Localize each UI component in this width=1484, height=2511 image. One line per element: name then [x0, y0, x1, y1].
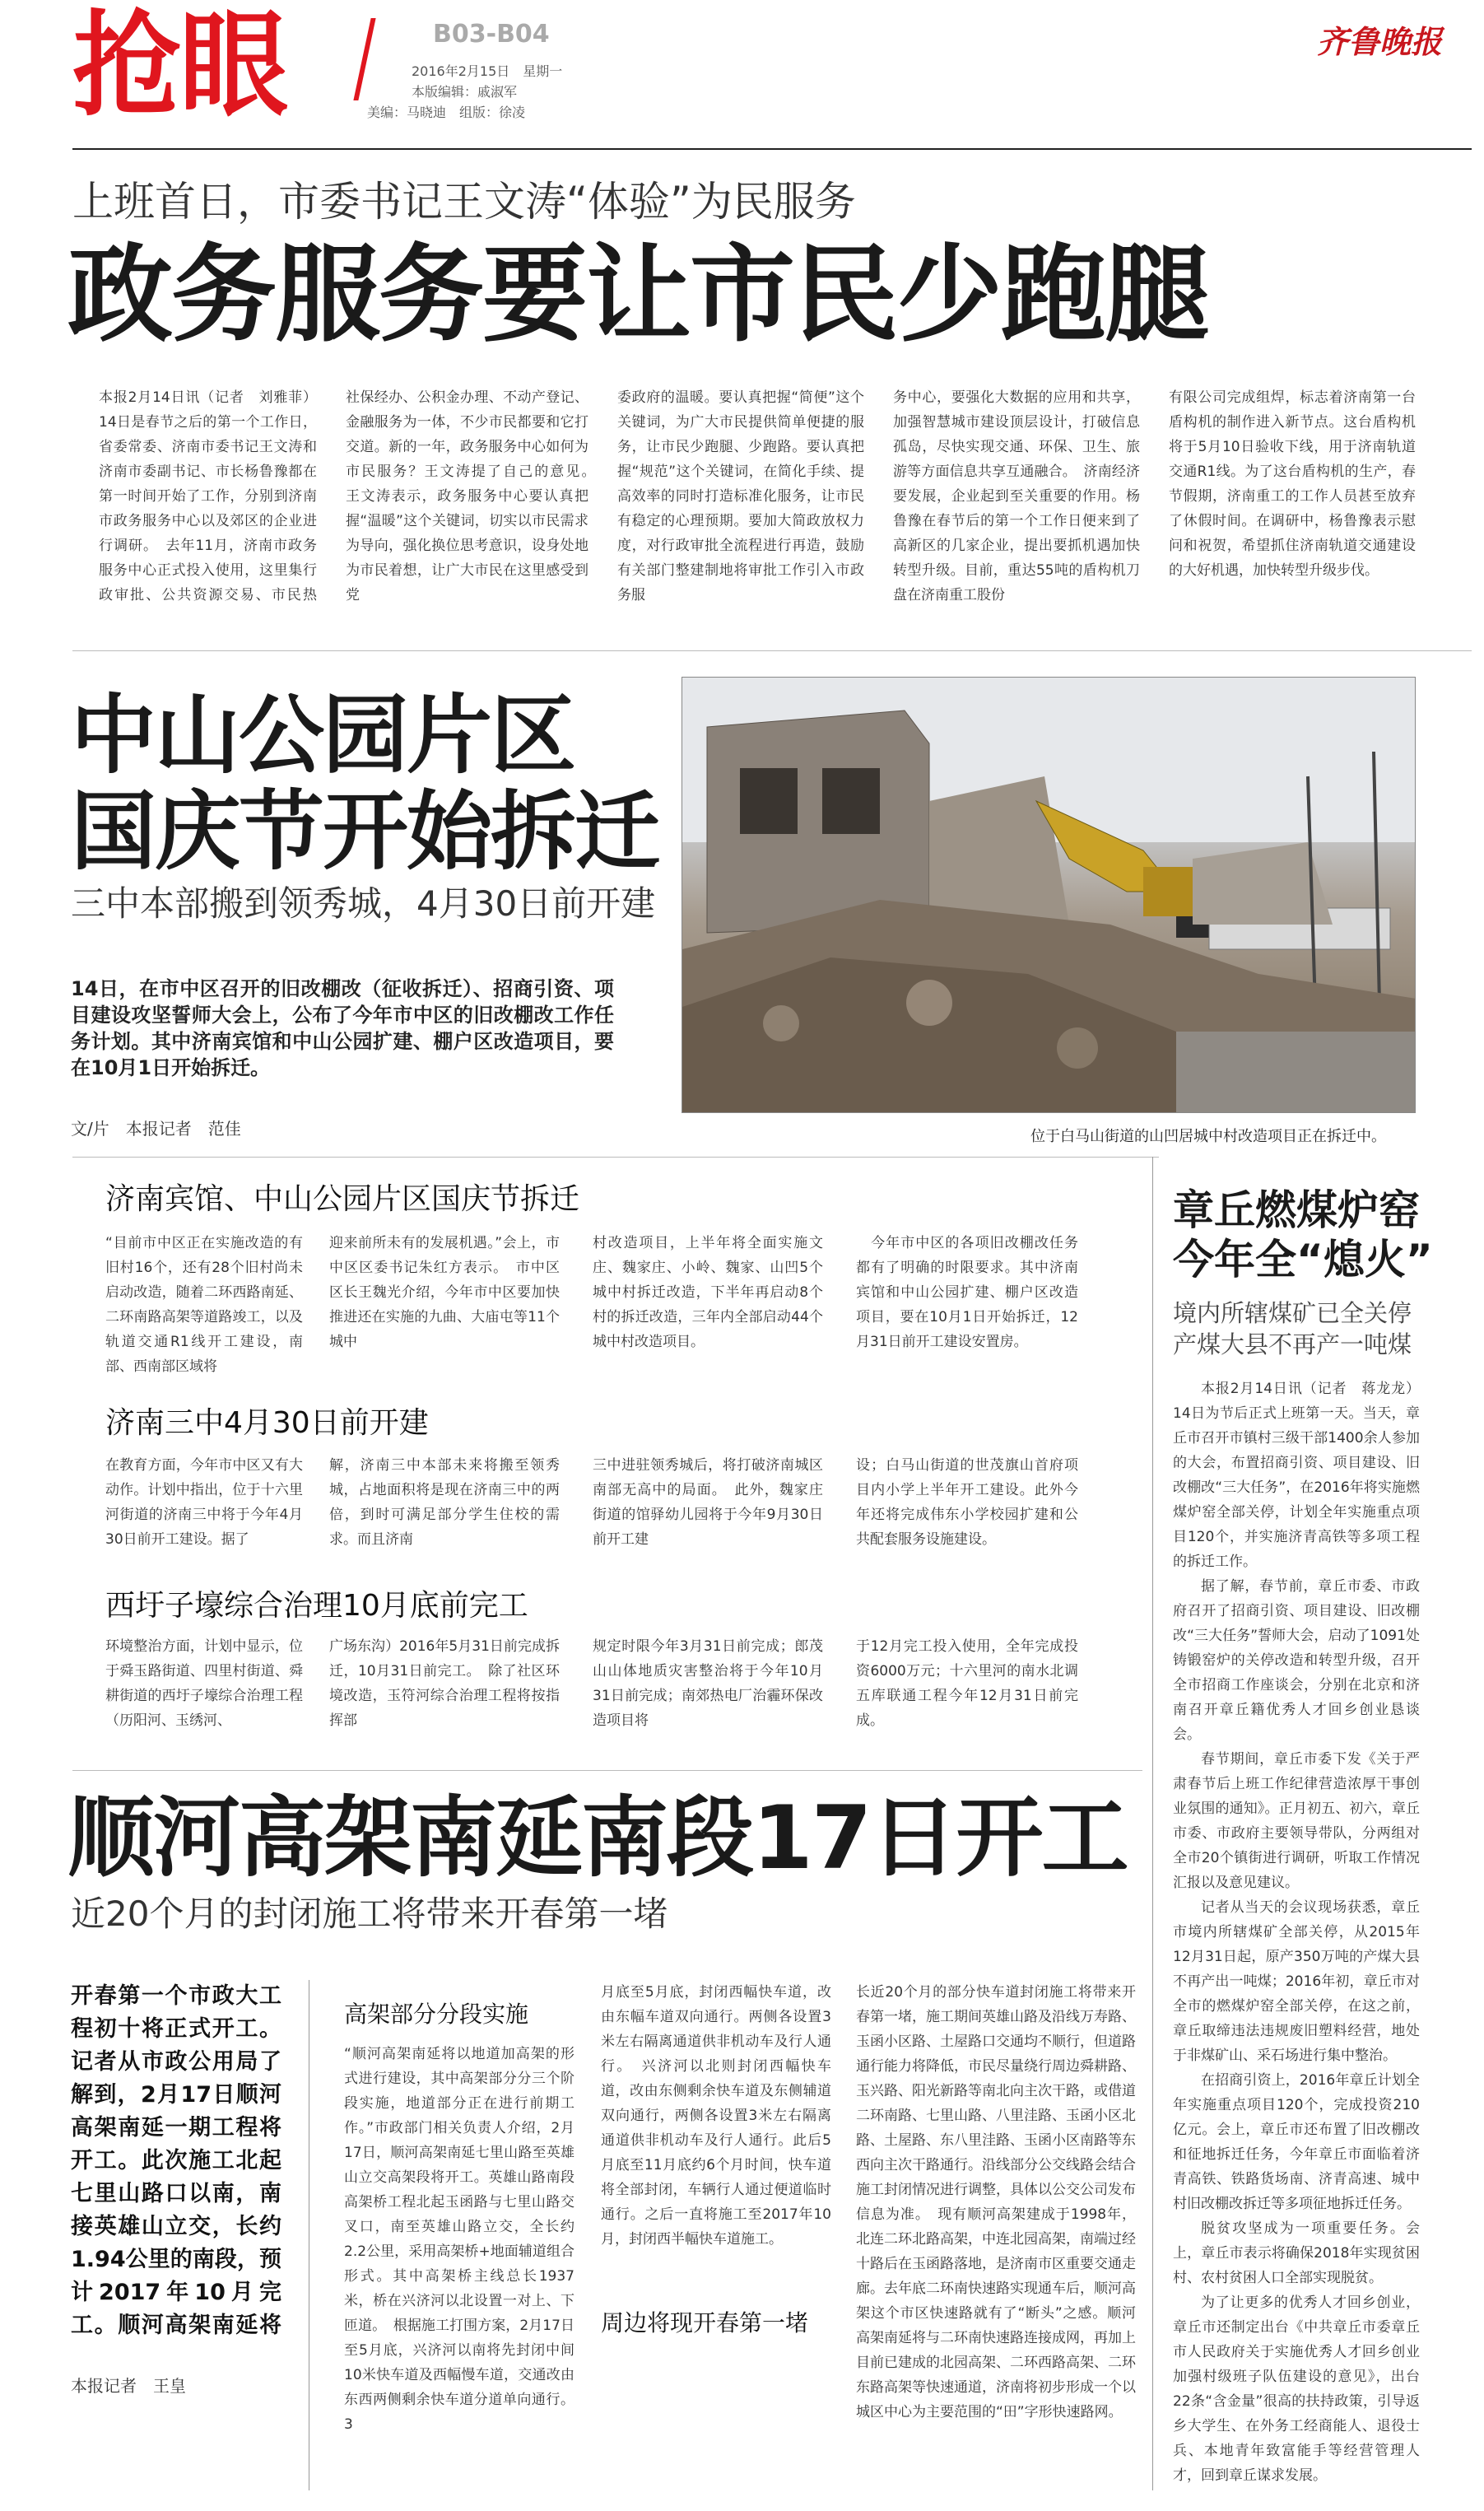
photo-caption: 位于白马山街道的山凹居城中村改造项目正在拆迁中。: [1030, 1128, 1386, 1145]
story2-mid-rule: [72, 1157, 1159, 1158]
sidebar-paragraph: 脱贫攻坚成为一项重要任务。会上，章丘市表示将确保2018年实现贫困村、农村贫困人口全部实现脱贫。: [1173, 2220, 1420, 2286]
page-editor: 本版编辑：戚淑军: [412, 84, 518, 100]
story2-deck: 三中本部搬到领秀城，4月30日前开建: [71, 883, 656, 924]
story1-kicker: 上班首日，市委书记王文涛“体验”为民服务: [72, 178, 856, 226]
sidebar-paragraph: 本报2月14日讯（记者 蒋龙龙）14日为节后正式上班第一天。当天，章丘市召开市镇村三级干部1400余人参加的大会，布置招商引资、项目建设、旧改棚改“三大任务”，在2016年将实施燃煤炉窑全部关停，计划全年实施重点项目120个，并实施济青高铁等多项工程的拆迁工作。: [1173, 1381, 1420, 1570]
story2-section1-col1: “目前市中区正在实施改造的有旧村16个，还有28个旧村尚未启动改造，随着二环西路南延、二环南路高架等道路竣工，以及轨道交通R1线开工建设，南部、西南部区域将: [105, 1235, 303, 1375]
story2-section2-col3: 三中进驻领秀城后，将打破济南城区南部无高中的局面。 此外，魏家庄街道的馆驿幼儿园将于今年9月30日前开工建: [593, 1457, 823, 1548]
story3-top-rule: [72, 1770, 1142, 1771]
story2-byline: 文/片 本报记者 范佳: [71, 1119, 241, 1139]
demolition-photo: [682, 677, 1416, 1113]
story1-column-4: 务中心，要强化大数据的应用和共享，加强智慧城市建设顶层设计，打破信息孤岛，尽快实现交通、环保、卫生、旅游等方面信息共享互通融合。 济南经济要发展，企业起到至关重要的作用。杨鲁豫在春节后的第一个工作日便来到了高新区的几家企业，提出要抓机遇加快转型升级。目前，重达55吨的盾构机刀盘在济南重工股份: [893, 389, 1140, 603]
sidebar-deck-line2: 产煤大县不再产一吨煤: [1173, 1330, 1412, 1358]
sidebar-divider: [1152, 1157, 1153, 2490]
story2-section2-col2: 解，济南三中本部未来将搬至领秀城，占地面积将是现在济南三中的两倍，到时可满足部分学生住校的需求。而且济南: [329, 1457, 560, 1548]
story2-section2-title: 济南三中4月30日前开建: [105, 1406, 429, 1440]
sidebar-headline-line2: 今年全“熄火”: [1173, 1236, 1433, 1283]
story2-section1-col3: 村改造项目，上半年将全面实施文庄、魏家庄、小岭、魏家、山凹5个城中村拆迁改造，下半年再启动8个村的拆迁改造，三年内全部启动44个城中村改造项目。: [593, 1235, 823, 1350]
story3-intro: 开春第一个市政大工程初十将正式开工。记者从市政公用局了解到，2月17日顺河高架南延一期工程将开工。此次施工北起七里山路口以南，南接英雄山立交，长约1.94公里的南段，预计2017年10月完工。顺河高架南延将: [71, 1983, 281, 2338]
story2-section2-col1: 在教育方面，今年市中区又有大动作。计划中指出，位于十六里河街道的济南三中将于今年4月30日前开工建设。据了: [105, 1457, 303, 1548]
story3-column-1: “顺河高架南延将以地道加高架的形式进行建设，其中高架部分分三个阶段实施，地道部分正在进行前期工作。”市政部门相关负责人介绍，2月17日，顺河高架南延七里山路至英雄山立交高架段将开工。英雄山路南段高架桥工程北起玉函路与七里山路交叉口，南至英雄山路立交，全长约2.2公里，采用高架桥+地面辅道组合形式。其中高架桥主线总长1937米，桥在兴济河以北设置一对上、下匝道。 根据施工打围方案，2月17日至5月底，兴济河以南将先封闭中间10米快车道及西幅慢车道，交通改由东西两侧剩余快车道分道单向通行。3: [344, 2046, 575, 2433]
story2-section3-col2: 广场东沟）2016年5月31日前完成拆迁，10月31日前完工。 除了社区环境改造，玉符河综合治理工程将按指挥部: [329, 1638, 560, 1729]
story3-byline: 本报记者 王皇: [71, 2376, 186, 2396]
sidebar-paragraph: 在招商引资上，2016年章丘计划全年实施重点项目120个，完成投资210亿元。会上，章丘市还布置了旧改棚改和征地拆迁任务，今年章丘市面临着济青高铁、铁路货场南、济青高速、城中村旧改棚改拆迁等多项征地拆迁任务。: [1173, 2072, 1420, 2212]
story2-section1-col2: 迎来前所未有的发展机遇。”会上，市中区区委书记朱红方表示。 市中区区长王魏光介绍，今年市中区要加快推进还在实施的九曲、大庙屯等11个城中: [329, 1235, 560, 1350]
sidebar-body: [1173, 1377, 1420, 2488]
story1-column-1: 本报2月14日讯（记者 刘雅菲）14日是春节之后的第一个工作日，省委常委、济南市委书记王文涛和济南市委副书记、市长杨鲁豫都在第一时间开始了工作，分别到济南市政务服务中心以及郊区的企业进行调研。 去年11月，济南市政务服务中心正式投入使用，这里集行政审批、公共资源交易、市民热: [99, 389, 317, 603]
demolition-photo-illustration: [682, 678, 1416, 1113]
story1-column-5: 有限公司完成组焊，标志着济南第一台盾构机的制作进入新节点。这台盾构机将于5月10日验收下线，用于济南轨道交通R1线。为了这台盾构机的生产，春节假期，济南重工的工作人员甚至放弃了休假时间。在调研中，杨鲁豫表示慰问和祝贺，希望抓住济南轨道交通建设的大好机遇，加快转型升级步伐。: [1169, 389, 1416, 579]
story2-section3-col1: 环境整治方面，计划中显示，位于舜玉路街道、四里村街道、舜耕街道的西圩子壕综合治理工程（历阳河、玉绣河、: [105, 1638, 303, 1729]
sidebar-deck-line1: 境内所辖煤矿已全关停: [1173, 1299, 1412, 1327]
story3-column-3: 长近20个月的部分快车道封闭施工将带来开春第一堵，施工期间英雄山路及沿线万寿路、玉函小区路、土屋路口交通均不顺行，但道路通行能力将降低，市民尽量绕行周边舜耕路、玉兴路、阳光新路等南北向主次干路，或借道二环南路、七里山路、八里洼路、玉函小区北路、土屋路、东八里洼路、玉函小区南路等东西向主次干路通行。沿线部分公交线路会结合施工封闭情况进行调整，具体以公交公司发布信息为准。 现有顺河高架建成于1998年，北连二环北路高架，中连北园高架，南端过经十路后在玉函路落地，是济南市区重要交通走廊。去年底二环南快速路实现通车后，顺河高架这个市区快速路就有了“断头”之感。顺河高架南延将与二环南快速路连接成网，再加上目前已建成的北园高架、二环西路高架、二环东路高架等快速通道，济南将初步形成一个以城区中心为主要范围的“田”字形快速路网。: [856, 1984, 1136, 2420]
story3-column-2: 月底至5月底，封闭西幅快车道，改由东幅车道双向通行。两侧各设置3米左右隔离通道供非机动车及行人通行。 兴济河以北则封闭西幅快车道，改由东侧剩余快车道及东侧辅道双向通行，两侧各设置3米左右隔离通道供非机动车及行人通行。此后5月底至11月底约6个月时间，快车道将全部封闭，车辆行人通过便道临时通行。之后一直将施工至2017年10月，封闭西半幅快车道施工。: [601, 1984, 831, 2248]
sidebar-paragraph: 记者从当天的会议现场获悉，章丘市境内所辖煤矿全部关停，从2015年12月31日起，原产350万吨的产煤大县不再产出一吨煤；2016年初，章丘市对全市的燃煤炉窑全部关停，在这之前，章丘取缔违法违规废旧塑料经营，地处于非煤矿山、采石场进行集中整治。: [1173, 1899, 1420, 2064]
story2-section2-col4: 设；白马山街道的世茂旗山首府项目内小学上半年开工建设。此外今年还将完成伟东小学校园扩建和公共配套服务设施建设。: [856, 1457, 1078, 1548]
newspaper-brand-logo: 齐鲁晚报: [1317, 23, 1443, 60]
story2-section3-col3: 规定时限今年3月31日前完成；郎茂山山体地质灾害整治将于今年10月31日前完成；南郊热电厂治霾环保改造项目将: [593, 1638, 823, 1729]
story3-section-b-title: 周边将现开春第一堵: [601, 2309, 809, 2336]
masthead-logo: 抢眼: [72, 0, 286, 133]
story3-headline: 顺河高架南延南段17日开工: [67, 1787, 1128, 1889]
story1-bottom-rule: [72, 650, 1472, 651]
story2-section3-col4: 于12月完工投入使用，全年完成投资6000万元；十六里河的南水北调五库联通工程今年12月31日前完成。: [856, 1638, 1078, 1729]
story2-section3-title: 西圩子壕综合治理10月底前完工: [105, 1589, 528, 1623]
masthead-divider: [353, 18, 375, 100]
story2-headline-line1: 中山公园片区: [71, 685, 575, 785]
story1-column-3: 委政府的温暖。要认真把握“简便”这个关键词，为广大市民提供简单便捷的服务，让市民少跑腿、少跑路。要认真把握“规范”这个关键词，在简化手续、提高效率的同时打造标准化服务，让市民有稳定的心理预期。要加大简政放权力度，对行政审批全流程进行再造，鼓励有关部门整建制地将审批工作引入市政务服: [617, 389, 864, 603]
story2-section1-title: 济南宾馆、中山公园片区国庆节拆迁: [105, 1182, 580, 1216]
sidebar-paragraph: 为了让更多的优秀人才回乡创业，章丘市还制定出台《中共章丘市委章丘市人民政府关于实施优秀人才回乡创业加强村级班子队伍建设的意见》，出台22条“含金量”很高的扶持政策，引导返乡大学生、在外务工经商能人、退役士兵、本地青年致富能手等经营管理人才，回到章丘谋求发展。: [1173, 2294, 1420, 2484]
story1-headline: 政务服务要让市民少跑腿: [67, 234, 1209, 356]
story2-headline-line2: 国庆节开始拆迁: [71, 781, 659, 882]
story2-section1-col4: 今年市中区的各项旧改棚改任务都有了明确的时限要求。其中济南宾馆和中山公园扩建、棚户区改造项目，要在10月1日开始拆迁，12月31日前开工建设安置房。: [856, 1235, 1078, 1350]
story1-column-2: 社保经办、公积金办理、不动产登记、金融服务为一体，不少市民都要和它打交道。新的一年，政务服务中心如何为市民服务？王文涛提了自己的意见。 王文涛表示，政务服务中心要认真把握“温暖”这个关键词，切实以市民需求为导向，强化换位思考意识，设身处地为市民着想，让广大市民在这里感受到党: [346, 389, 588, 603]
page-numbers: B03-B04: [433, 20, 550, 49]
header-rule: [72, 148, 1472, 150]
page-design-credit: 美编：马晓迪 组版：徐凌: [367, 105, 526, 120]
story3-deck: 近20个月的封闭施工将带来开春第一堵: [71, 1894, 668, 1934]
story2-lead: 14日，在市中区召开的旧改棚改（征收拆迁）、招商引资、项目建设攻坚誓师大会上，公布了今年市中区的旧改棚改工作任务计划。其中济南宾馆和中山公园扩建、棚户区改造项目，要在10月1日开始拆迁。: [71, 977, 614, 1079]
story3-section-a-title: 高架部分分段实施: [344, 2001, 529, 2028]
sidebar-paragraph: 春节期间，章丘市委下发《关于严肃春节后上班工作纪律营造浓厚干事创业氛围的通知》。正月初五、初六，章丘市委、市政府主要领导带队，分两组对全市20个镇街进行调研，听取工作情况汇报以及意见建议。: [1173, 1751, 1420, 1891]
issue-date: 2016年2月15日 星期一: [412, 63, 563, 79]
sidebar-headline-line1: 章丘燃煤炉窑: [1173, 1186, 1420, 1234]
sidebar-paragraph: 据了解，春节前，章丘市委、市政府召开了招商引资、项目建设、旧改棚改“三大任务”誓师大会，启动了1091处铸锻窑炉的关停改造和转型升级，召开全市招商工作座谈会，分别在北京和济南召开章丘籍优秀人才回乡创业恳谈会。: [1173, 1578, 1420, 1743]
